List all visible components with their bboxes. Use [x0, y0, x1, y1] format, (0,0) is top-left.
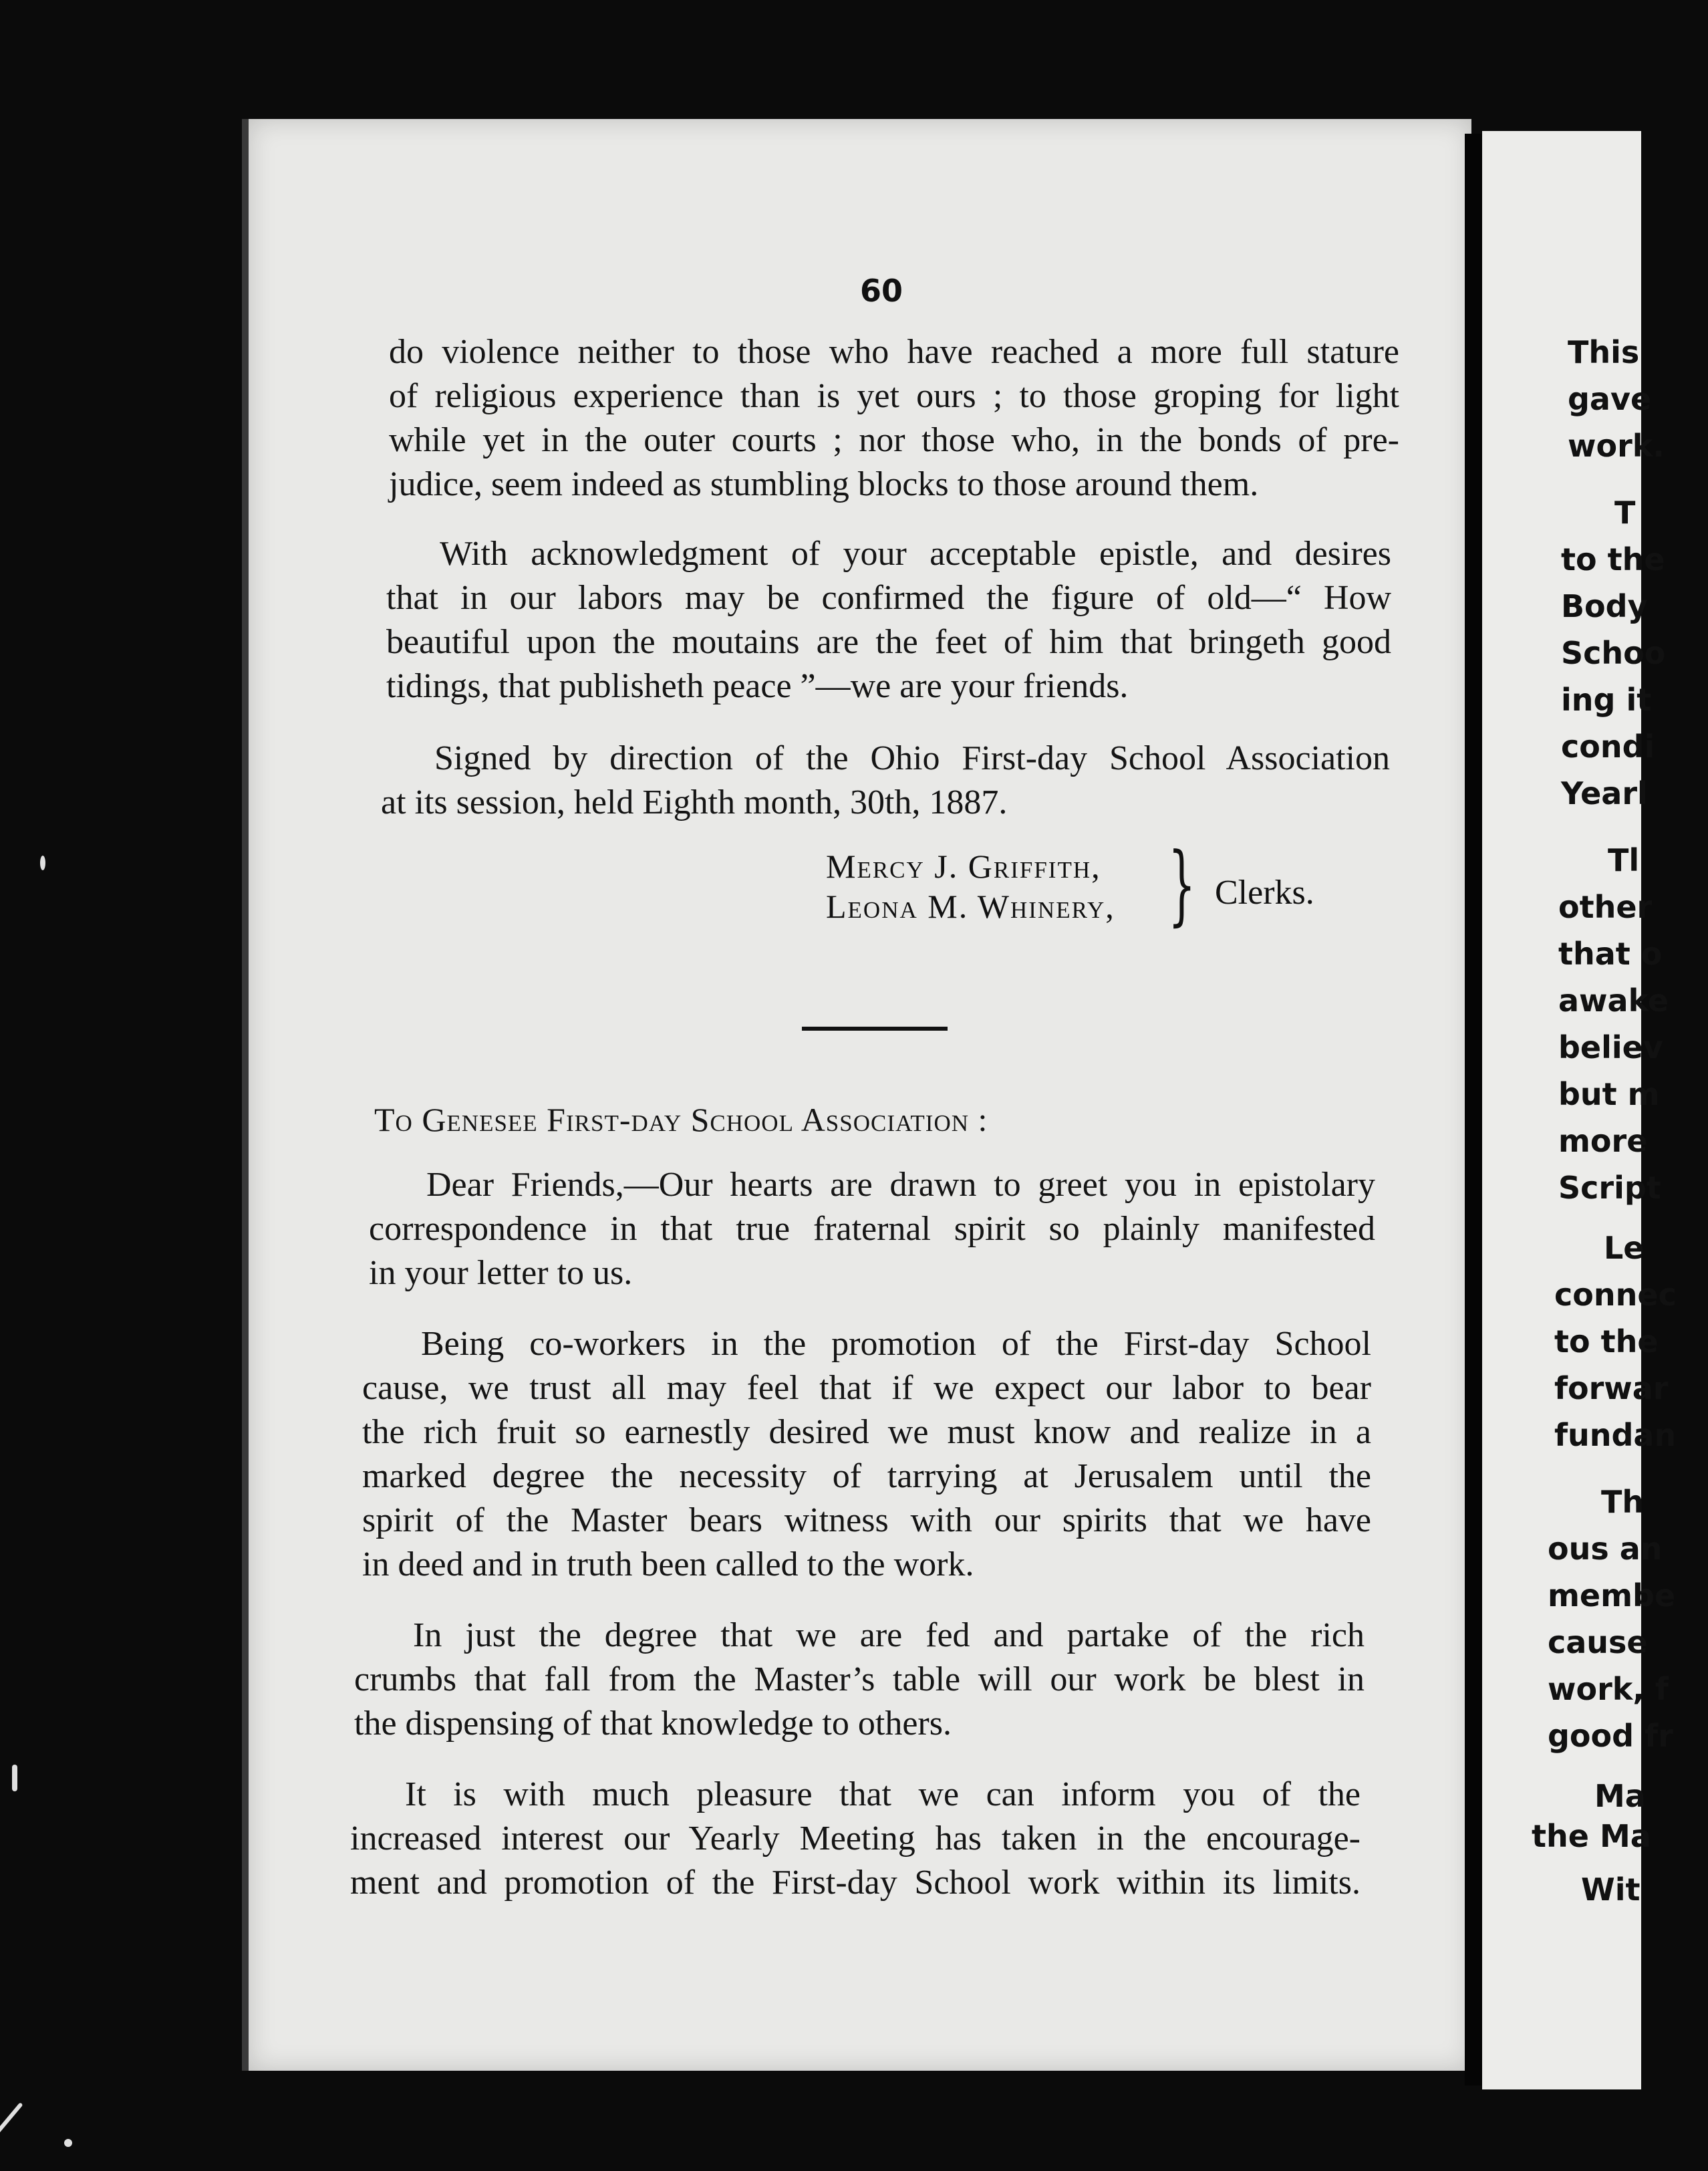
paragraph-1 [389, 330, 1399, 507]
facing-text-fragment: Wit [1581, 1872, 1641, 1908]
letter-paragraph-1 [369, 1163, 1375, 1295]
letter-address: To Genesee First-day School Association : [374, 1101, 988, 1138]
facing-text-fragment: good fr [1548, 1718, 1673, 1754]
text-line: that in our labors may be confirmed the figure of old—“ How [386, 579, 1391, 617]
signatory-name: Mercy J. Griffith, [826, 848, 1101, 885]
facing-text-fragment: Yearl [1561, 775, 1648, 811]
facing-text-fragment: but m [1558, 1076, 1660, 1112]
text-line: crumbs that fall from the Master’s table will our work be blest in [354, 1660, 1365, 1698]
facing-text-fragment: to the [1554, 1323, 1659, 1360]
facing-text-fragment: work, f [1548, 1671, 1669, 1707]
text-line: With acknowledgment of your acceptable epistle, and desires [440, 535, 1391, 573]
facing-text-fragment: forwar [1554, 1370, 1669, 1406]
signature-names [826, 846, 1115, 926]
facing-text-fragment: Tl [1608, 842, 1640, 878]
facing-text-fragment: Ma [1594, 1778, 1646, 1814]
facing-text-fragment: work. [1568, 428, 1665, 464]
facing-text-fragment: the Ma [1532, 1818, 1651, 1854]
facing-text-fragment: gave [1568, 381, 1652, 417]
letter-paragraph-2 [362, 1322, 1371, 1587]
section-divider [802, 1027, 948, 1031]
text-line: do violence neither to those who have reached a more full stature [389, 333, 1399, 371]
text-line: cause, we trust all may feel that if we expect our labor to bear [362, 1369, 1371, 1407]
text-line: marked degree the necessity of tarrying at Jerusalem until the [362, 1457, 1371, 1495]
facing-text-fragment: believ [1558, 1029, 1663, 1065]
text-line: while yet in the outer courts ; nor those who, in the bonds of pre- [389, 421, 1399, 459]
signatory-name: Leona M. Whinery, [826, 888, 1115, 925]
text-line: tidings, that publisheth peace ”—we are your friends. [386, 667, 1129, 705]
facing-text-fragment: other [1558, 889, 1653, 925]
book-gutter [1465, 134, 1482, 2085]
scan-artifact [40, 856, 45, 870]
text-line: correspondence in that true fraternal spirit so plainly manifested [369, 1210, 1375, 1248]
facing-text-fragment: that o [1558, 936, 1663, 972]
text-line: Signed by direction of the Ohio First-day School Association [434, 739, 1390, 777]
paragraph-2 [386, 532, 1391, 709]
text-line: Dear Friends,—Our hearts are drawn to greet you in epistolary [426, 1166, 1375, 1204]
text-line: In just the degree that we are fed and partake of the rich [413, 1616, 1365, 1654]
letter-paragraph-4 [350, 1773, 1361, 1905]
paragraph-3 [381, 737, 1390, 825]
text-line: spirit of the Master bears witness with our spirits that we have [362, 1501, 1371, 1539]
facing-text-fragment: awake [1558, 983, 1669, 1019]
text-line: ment and promotion of the First-day School work within its limits. [350, 1864, 1361, 1902]
letter-paragraph-3 [354, 1614, 1365, 1746]
facing-text-fragment: condi [1561, 729, 1655, 765]
text-line: in deed and in truth been called to the work. [362, 1545, 974, 1583]
curly-brace-icon: } [1168, 834, 1196, 935]
facing-text-fragment: T [1614, 495, 1636, 531]
facing-text-fragment: ing it [1561, 682, 1652, 718]
text-line: the dispensing of that knowledge to others. [354, 1704, 952, 1743]
facing-text-fragment: connec [1554, 1277, 1677, 1313]
text-line: the rich fruit so earnestly desired we must know and realize in a [362, 1413, 1371, 1451]
facing-text-fragment: Schoo [1561, 635, 1666, 671]
text-line: judice, seem indeed as stumbling blocks to those around them. [389, 465, 1259, 503]
facing-text-fragment: Th [1601, 1484, 1645, 1520]
facing-text-fragment: Script [1558, 1170, 1661, 1206]
text-line: in your letter to us. [369, 1254, 633, 1292]
page-number: 60 [859, 273, 903, 309]
text-line: beautiful upon the moutains are the feet of him that bringeth good [386, 623, 1391, 661]
text-line: It is with much pleasure that we can inform you of the [405, 1775, 1361, 1813]
facing-text-fragment: Le [1604, 1230, 1645, 1266]
facing-text-fragment: to the [1561, 541, 1665, 578]
text-line: increased interest our Yearly Meeting has taken in the encourage- [350, 1819, 1361, 1858]
facing-text-fragment: membe [1548, 1577, 1676, 1614]
facing-text-fragment: Body [1561, 588, 1648, 624]
text-line: at its session, held Eighth month, 30th, 1887. [381, 783, 1008, 821]
facing-text-fragment: more [1558, 1123, 1648, 1159]
facing-text-fragment: cause [1548, 1624, 1648, 1660]
scan-artifact [0, 2102, 23, 2136]
text-line: of religious experience than is yet ours ; to those groping for light [389, 377, 1399, 415]
facing-text-fragment: fundan [1554, 1417, 1677, 1453]
facing-text-fragment: ous an [1548, 1531, 1663, 1567]
text-line: Being co-workers in the promotion of the First-day School [421, 1325, 1371, 1363]
facing-text-fragment: This [1568, 334, 1640, 370]
signature-role: Clerks. [1215, 874, 1314, 912]
scan-artifact [12, 1765, 17, 1791]
scan-artifact [64, 2139, 72, 2147]
